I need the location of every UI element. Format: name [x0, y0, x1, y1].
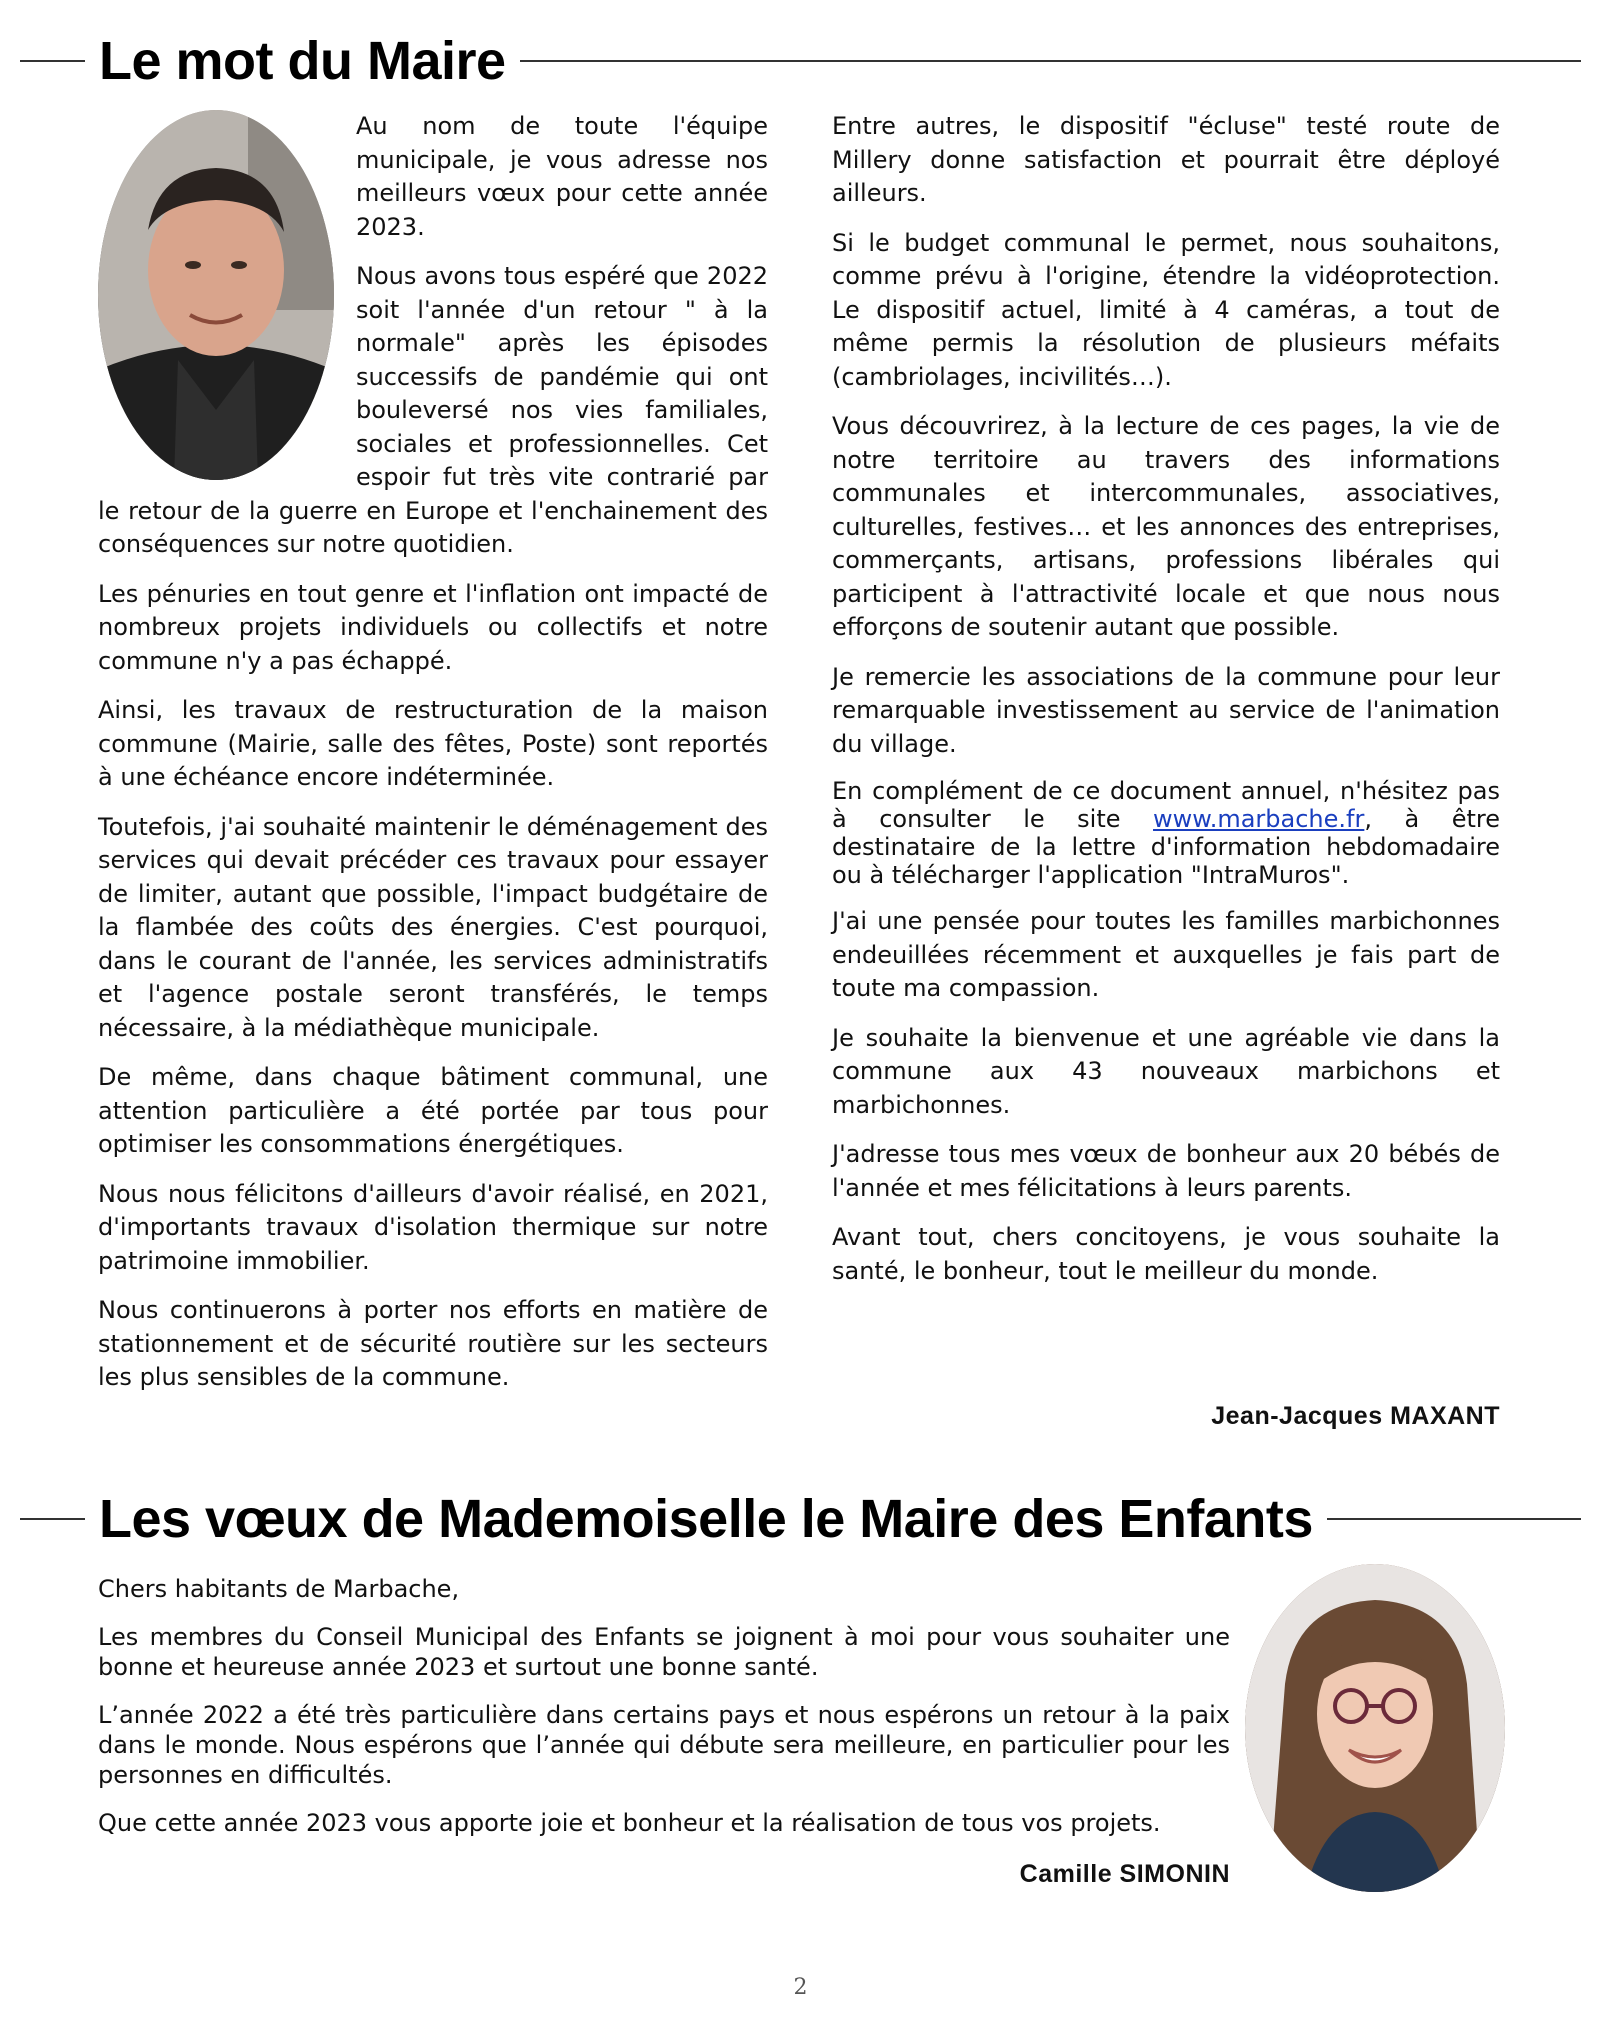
page-number: 2 — [793, 1975, 808, 2000]
children-paragraph-1: Chers habitants de Marbache, — [98, 1575, 460, 1603]
mayor-paragraph-3: Les pénuries en tout genre et l'inflation ont impacté de nombreux projets individuels ou collectifs et notre commune n'y a pas échappé. — [98, 579, 768, 675]
children-section-header — [20, 1488, 1581, 1550]
mayor-paragraph-10: Si le budget communal le permet, nous souhaitons, comme prévu à l'origine, étendre la vidéoprotection. Le dispositif actuel, limité à 4 caméras, a tout de même permis la résolution de plusieurs méfaits (cambriolages, incivilités…). — [832, 228, 1500, 391]
child-mayor-photo — [1245, 1564, 1505, 1892]
website-text-after: , à être destinataire de la lettre d'information hebdomadaire ou à télécharger l'application "IntraMuros". — [832, 805, 1500, 889]
mayor-right-column — [832, 110, 1500, 1304]
mayor-paragraph-5: Toutefois, j'ai souhaité maintenir le déménagement des services qui devait précéder ces travaux pour essayer de limiter, autant que possible, l'impact budgétaire de la flambée des coûts des énergies. C'est pourquoi, dans le courant de l'année, les services administratifs et l'agence postale seront transférés, le temps nécessaire, à la médiathèque municipale. — [98, 812, 768, 1042]
child-mayor-signature: Camille SIMONIN — [1019, 1860, 1230, 1888]
mayor-paragraph-9: Entre autres, le dispositif "écluse" testé route de Millery donne satisfaction et pourrait être déployé ailleurs. — [832, 112, 1500, 207]
children-text — [98, 1574, 1230, 1856]
children-section-title: Les vœux de Mademoiselle le Maire des Enfants — [99, 1489, 1313, 1549]
mayor-paragraph-17: Avant tout, chers concitoyens, je vous souhaite la santé, le bonheur, tout le meilleur du monde. — [832, 1223, 1500, 1285]
website-text-before: En complément de ce document annuel, n'hésitez pas à consulter le site — [832, 777, 1500, 833]
heading-rule-right — [1327, 1518, 1581, 1520]
mayor-paragraph-12: Je remercie les associations de la commune pour leur remarquable investissement au service de l'animation du village. — [832, 662, 1500, 758]
heading-rule-left — [20, 1518, 85, 1520]
mayor-paragraph-2: Nous avons tous espéré que 2022 soit l'année d'un retour " à la normale" après les épisodes successifs de pandémie qui ont bouleversé nos vies familiales, sociales et professionnelles. Cet espoir fut très vite contrarié par le retour de la guerre en Europe et l'enchainement des conséquences sur notre quotidien. — [98, 262, 768, 558]
website-paragraph — [832, 777, 1500, 889]
mayor-paragraph-16: J'adresse tous mes vœux de bonheur aux 20 bébés de l'année et mes félicitations à leurs parents. — [832, 1140, 1500, 1202]
website-link[interactable]: www.marbache.fr — [1153, 805, 1365, 833]
mayor-paragraph-4: Ainsi, les travaux de restructuration de la maison commune (Mairie, salle des fêtes, Poste) sont reportés à une échéance encore indéterminée. — [98, 696, 768, 791]
children-paragraph-4: Que cette année 2023 vous apporte joie et bonheur et la réalisation de tous vos projets. — [98, 1809, 1161, 1837]
mayor-paragraph-1: Au nom de toute l'équipe municipale, je vous adresse nos meilleurs vœux pour cette année 2023. — [356, 112, 768, 241]
heading-rule-right — [520, 60, 1581, 62]
heading-rule-left — [20, 60, 85, 62]
mayor-section-title: Le mot du Maire — [99, 31, 506, 91]
mayor-paragraph-14: J'ai une pensée pour toutes les familles marbichonnes endeuillées récemment et auxquelles je fais part de toute ma compassion. — [832, 907, 1500, 1002]
mayor-left-column — [98, 110, 768, 1411]
mayor-paragraph-11: Vous découvrirez, à la lecture de ces pages, la vie de notre territoire au travers des informations communales et intercommunales, associatives, culturelles, festives… et les annonces des entreprises, commerçants, artisans, professions libérales qui participent à l'attractivité locale et que nous nous efforçons de soutenir autant que possible. — [832, 412, 1500, 641]
mayor-paragraph-8: Nous continuerons à porter nos efforts en matière de stationnement et de sécurité routière sur les secteurs les plus sensibles de la commune. — [98, 1296, 768, 1391]
mayor-paragraph-6: De même, dans chaque bâtiment communal, une attention particulière a été portée par tous pour optimiser les consommations énergétiques. — [98, 1063, 768, 1158]
mayor-paragraph-15: Je souhaite la bienvenue et une agréable vie dans la commune aux 43 nouveaux marbichons et marbichonnes. — [832, 1023, 1500, 1119]
mayor-paragraph-7: Nous nous félicitons d'ailleurs d'avoir réalisé, en 2021, d'importants travaux d'isolation thermique sur notre patrimoine immobilier. — [98, 1179, 768, 1275]
mayor-photo — [98, 110, 334, 480]
mayor-section-header — [20, 30, 1581, 92]
children-paragraph-3: L’année 2022 a été très particulière dans certains pays et nous espérons un retour à la paix dans le monde. Nous espérons que l’année qui débute sera meilleure, en particulier pour les personnes en difficultés. — [98, 1701, 1230, 1789]
children-paragraph-2: Les membres du Conseil Municipal des Enfants se joignent à moi pour vous souhaiter une bonne et heureuse année 2023 et surtout une bonne santé. — [98, 1623, 1230, 1681]
mayor-signature: Jean-Jacques MAXANT — [1211, 1402, 1500, 1430]
